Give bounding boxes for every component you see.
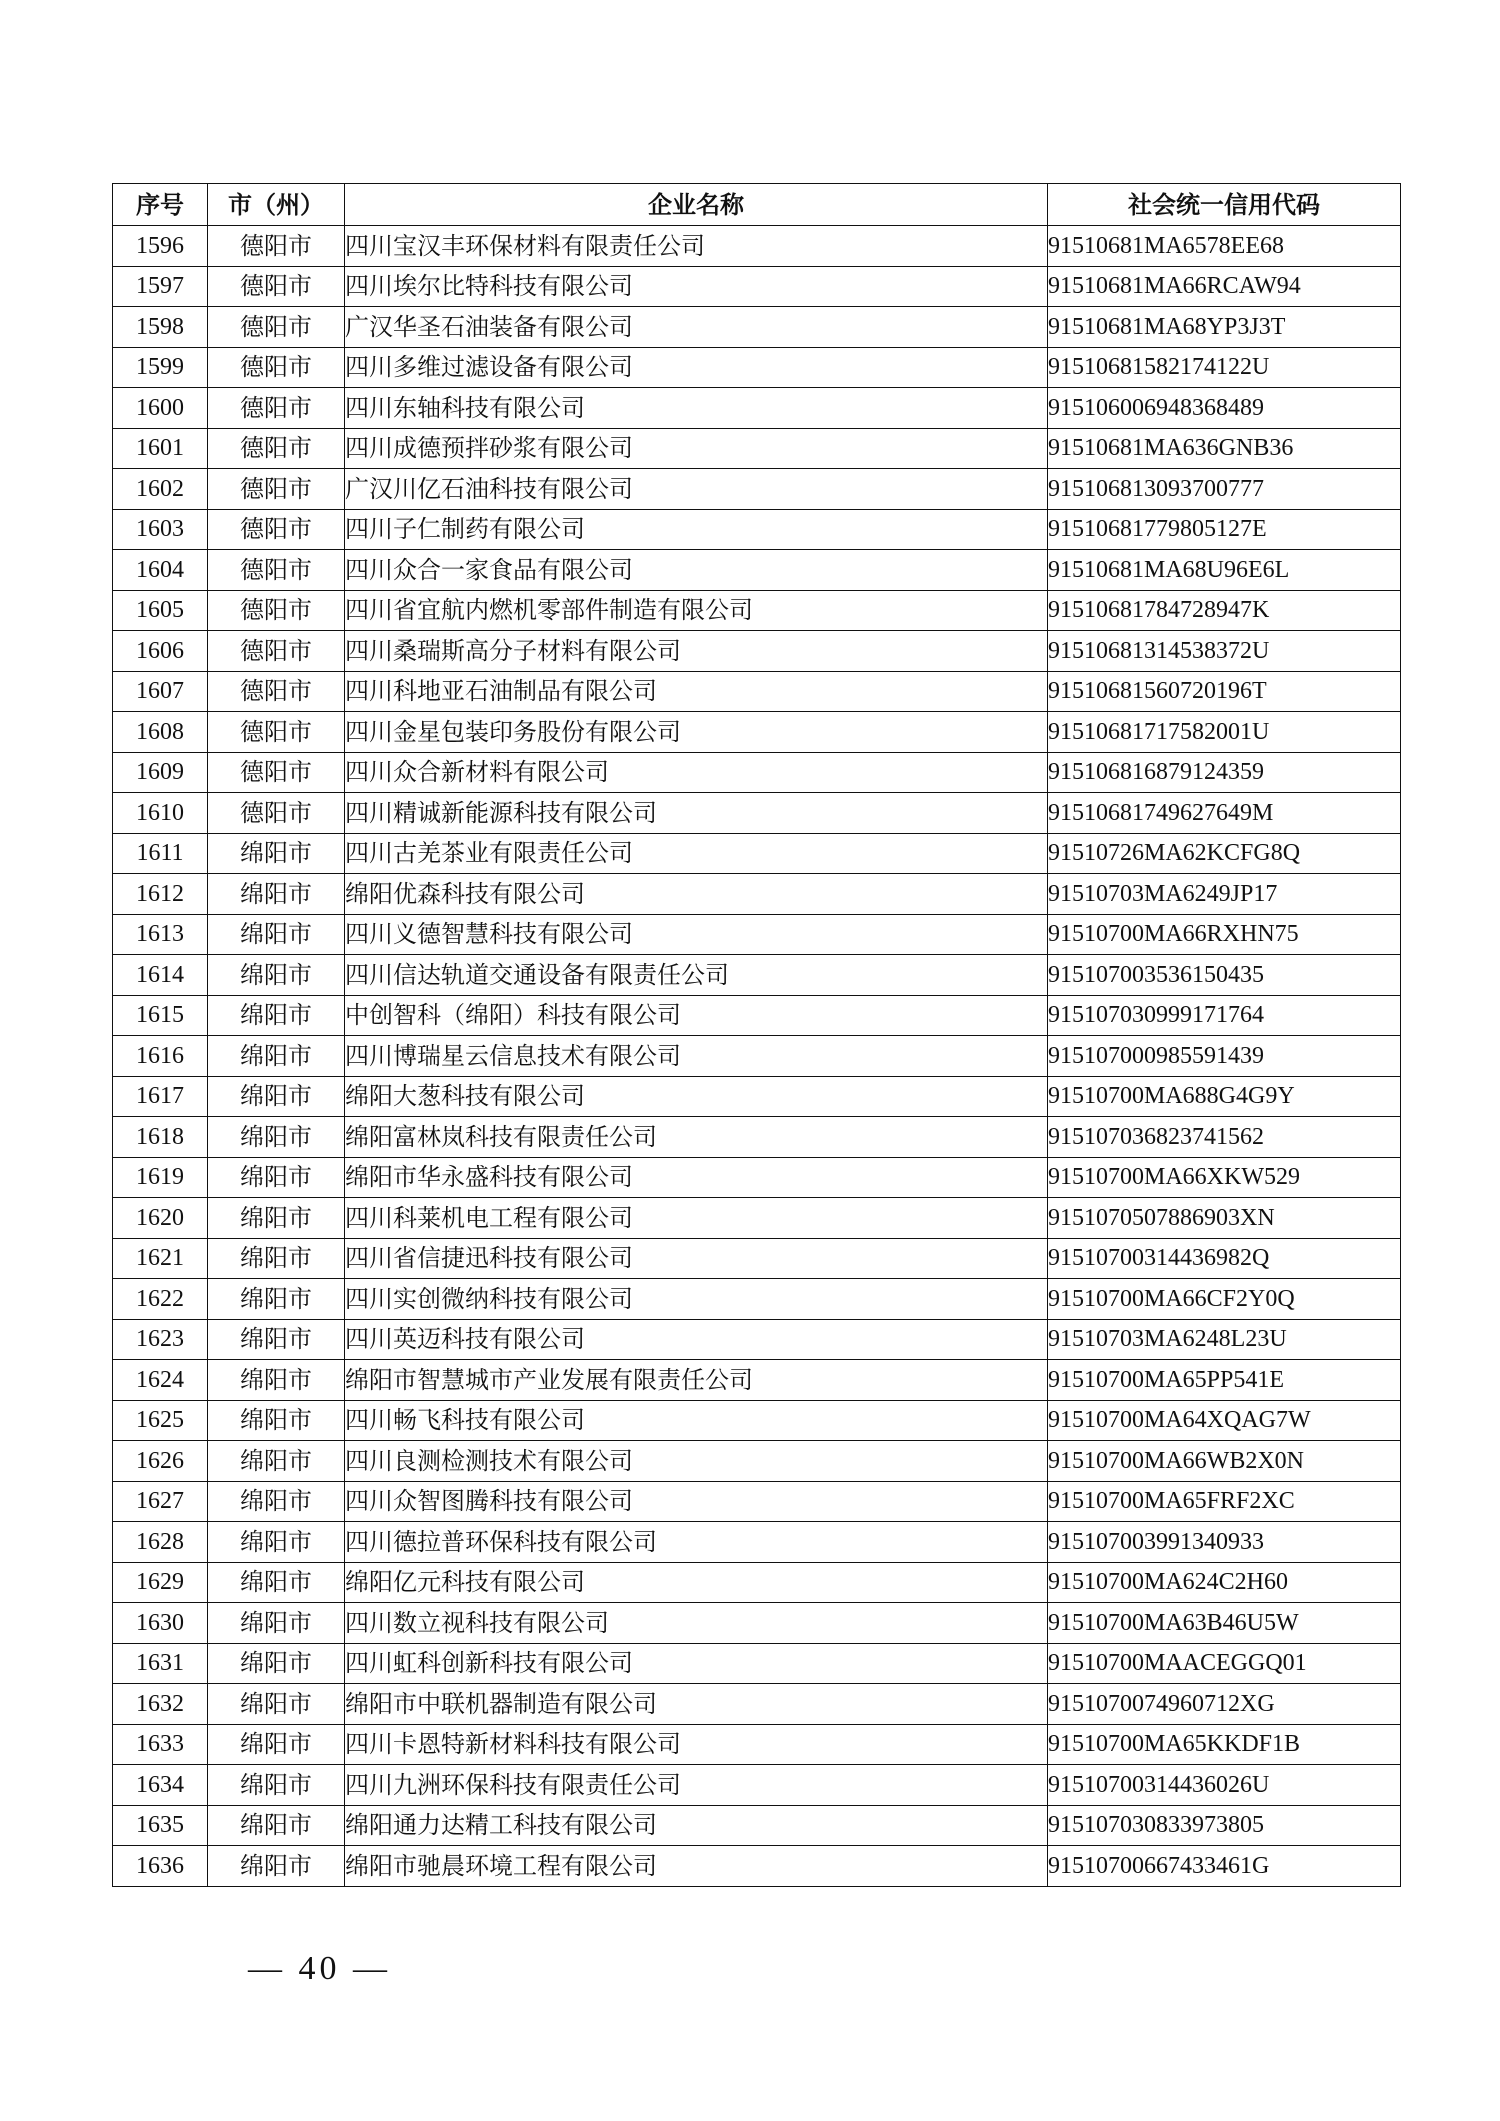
city-cell: 绵阳市 [208,874,345,915]
city-cell: 绵阳市 [208,1157,345,1198]
city-cell: 德阳市 [208,347,345,388]
company-name-cell: 广汉川亿石油科技有限公司 [345,469,1048,510]
city-cell: 德阳市 [208,509,345,550]
seq-cell: 1627 [113,1481,208,1522]
company-name-cell: 四川子仁制药有限公司 [345,509,1048,550]
city-cell: 绵阳市 [208,1765,345,1806]
seq-cell: 1628 [113,1522,208,1563]
credit-code-cell: 91510700MA66RXHN75 [1048,914,1401,955]
table-row [113,955,1401,996]
credit-code-cell: 91510700MA66WB2X0N [1048,1441,1401,1482]
city-cell: 绵阳市 [208,995,345,1036]
table-row [113,1846,1401,1887]
city-cell: 绵阳市 [208,1198,345,1239]
city-cell: 绵阳市 [208,1522,345,1563]
company-name-cell: 四川精诚新能源科技有限公司 [345,793,1048,834]
company-name-cell: 绵阳市驰晨环境工程有限公司 [345,1846,1048,1887]
seq-cell: 1607 [113,671,208,712]
seq-cell: 1619 [113,1157,208,1198]
city-cell: 绵阳市 [208,914,345,955]
credit-code-cell: 91510681MA68U96E6L [1048,550,1401,591]
city-cell: 德阳市 [208,590,345,631]
credit-code-cell: 91510700MA63B46U5W [1048,1603,1401,1644]
city-cell: 绵阳市 [208,1360,345,1401]
table-row [113,833,1401,874]
credit-code-cell: 91510726MA62KCFG8Q [1048,833,1401,874]
credit-code-cell: 91510681749627649M [1048,793,1401,834]
table-row [113,995,1401,1036]
credit-code-cell: 91510700MA65KKDF1B [1048,1724,1401,1765]
seq-cell: 1618 [113,1117,208,1158]
table-row [113,1319,1401,1360]
company-name-cell: 广汉华圣石油装备有限公司 [345,307,1048,348]
table-row [113,1238,1401,1279]
company-name-cell: 四川德拉普环保科技有限公司 [345,1522,1048,1563]
table-row [113,1117,1401,1158]
city-cell: 绵阳市 [208,1805,345,1846]
city-cell: 德阳市 [208,307,345,348]
company-name-cell: 四川东轴科技有限公司 [345,388,1048,429]
company-name-cell: 四川省信捷迅科技有限公司 [345,1238,1048,1279]
table-row [113,590,1401,631]
table-row [113,631,1401,672]
table-row [113,1522,1401,1563]
table-row [113,347,1401,388]
company-name-cell: 四川众合一家食品有限公司 [345,550,1048,591]
city-cell: 绵阳市 [208,1036,345,1077]
credit-code-cell: 915107003991340933 [1048,1522,1401,1563]
table-row [113,1157,1401,1198]
seq-cell: 1631 [113,1643,208,1684]
seq-cell: 1604 [113,550,208,591]
city-cell: 绵阳市 [208,1076,345,1117]
table-row [113,1481,1401,1522]
city-cell: 德阳市 [208,712,345,753]
seq-cell: 1614 [113,955,208,996]
seq-cell: 1606 [113,631,208,672]
credit-code-cell: 9151070074960712XG [1048,1684,1401,1725]
credit-code-cell: 91510681MA636GNB36 [1048,428,1401,469]
seq-cell: 1596 [113,226,208,267]
table-row [113,388,1401,429]
company-name-cell: 四川科地亚石油制品有限公司 [345,671,1048,712]
seq-cell: 1636 [113,1846,208,1887]
table-row [113,1036,1401,1077]
seq-cell: 1623 [113,1319,208,1360]
table-row [113,712,1401,753]
city-cell: 绵阳市 [208,1441,345,1482]
company-name-cell: 绵阳市智慧城市产业发展有限责任公司 [345,1360,1048,1401]
city-cell: 绵阳市 [208,833,345,874]
company-name-cell: 四川众智图腾科技有限公司 [345,1481,1048,1522]
credit-code-cell: 91510703MA6248L23U [1048,1319,1401,1360]
credit-code-cell: 91510681779805127E [1048,509,1401,550]
credit-code-cell: 91510700MA66CF2Y0Q [1048,1279,1401,1320]
credit-code-cell: 915106816879124359 [1048,752,1401,793]
company-name-cell: 四川桑瑞斯高分子材料有限公司 [345,631,1048,672]
credit-code-cell: 915107000985591439 [1048,1036,1401,1077]
company-name-cell: 四川埃尔比特科技有限公司 [345,266,1048,307]
city-cell: 绵阳市 [208,1400,345,1441]
city-cell: 德阳市 [208,631,345,672]
company-name-cell: 四川实创微纳科技有限公司 [345,1279,1048,1320]
company-name-cell: 四川信达轨道交通设备有限责任公司 [345,955,1048,996]
seq-cell: 1616 [113,1036,208,1077]
credit-code-cell: 91510700MA65PP541E [1048,1360,1401,1401]
seq-cell: 1605 [113,590,208,631]
table-row [113,1360,1401,1401]
credit-code-cell: 91510681314538372U [1048,631,1401,672]
city-cell: 德阳市 [208,388,345,429]
credit-code-cell: 91510681MA66RCAW94 [1048,266,1401,307]
seq-cell: 1603 [113,509,208,550]
credit-code-cell: 91510681784728947K [1048,590,1401,631]
city-cell: 绵阳市 [208,1684,345,1725]
company-name-cell: 四川卡恩特新材料科技有限公司 [345,1724,1048,1765]
company-name-cell: 绵阳市中联机器制造有限公司 [345,1684,1048,1725]
city-cell: 绵阳市 [208,1643,345,1684]
seq-cell: 1635 [113,1805,208,1846]
city-cell: 绵阳市 [208,1319,345,1360]
city-cell: 德阳市 [208,752,345,793]
table-row [113,1724,1401,1765]
table-row [113,226,1401,267]
credit-code-cell: 91510700MA64XQAG7W [1048,1400,1401,1441]
table-body [113,226,1401,1887]
company-name-cell: 四川良测检测技术有限公司 [345,1441,1048,1482]
company-name-cell: 中创智科（绵阳）科技有限公司 [345,995,1048,1036]
seq-cell: 1612 [113,874,208,915]
company-name-cell: 四川科莱机电工程有限公司 [345,1198,1048,1239]
company-name-cell: 四川博瑞星云信息技术有限公司 [345,1036,1048,1077]
city-cell: 德阳市 [208,793,345,834]
company-name-cell: 四川成德预拌砂浆有限公司 [345,428,1048,469]
company-name-cell: 四川省宜航内燃机零部件制造有限公司 [345,590,1048,631]
table-row [113,428,1401,469]
company-name-cell: 绵阳市华永盛科技有限公司 [345,1157,1048,1198]
credit-code-cell: 91510700MA66XKW529 [1048,1157,1401,1198]
city-cell: 绵阳市 [208,1603,345,1644]
seq-cell: 1613 [113,914,208,955]
credit-code-cell: 915107030833973805 [1048,1805,1401,1846]
city-cell: 绵阳市 [208,955,345,996]
column-header-city: 市（州） [208,184,345,226]
seq-cell: 1598 [113,307,208,348]
table-row [113,914,1401,955]
table-row [113,793,1401,834]
table-row [113,1279,1401,1320]
credit-code-cell: 91510681560720196T [1048,671,1401,712]
table-row [113,1198,1401,1239]
enterprise-table [112,183,1401,1887]
city-cell: 绵阳市 [208,1117,345,1158]
seq-cell: 1626 [113,1441,208,1482]
table-row [113,1562,1401,1603]
company-name-cell: 四川畅飞科技有限公司 [345,1400,1048,1441]
credit-code-cell: 91510703MA6249JP17 [1048,874,1401,915]
city-cell: 绵阳市 [208,1481,345,1522]
credit-code-cell: 915107030999171764 [1048,995,1401,1036]
credit-code-cell: 915107036823741562 [1048,1117,1401,1158]
table-row [113,1400,1401,1441]
city-cell: 德阳市 [208,266,345,307]
city-cell: 德阳市 [208,469,345,510]
table-row [113,1643,1401,1684]
company-name-cell: 四川金星包装印务股份有限公司 [345,712,1048,753]
credit-code-cell: 91510700MAACEGGQ01 [1048,1643,1401,1684]
company-name-cell: 绵阳大葱科技有限公司 [345,1076,1048,1117]
page-number: — 40 — [248,1950,391,1987]
table-row [113,1765,1401,1806]
company-name-cell: 四川古羌茶业有限责任公司 [345,833,1048,874]
seq-cell: 1611 [113,833,208,874]
city-cell: 德阳市 [208,226,345,267]
table-row [113,1441,1401,1482]
credit-code-cell: 915106006948368489 [1048,388,1401,429]
table-row [113,1076,1401,1117]
table-header-row [113,184,1401,226]
seq-cell: 1630 [113,1603,208,1644]
table-row [113,752,1401,793]
credit-code-cell: 91510700MA65FRF2XC [1048,1481,1401,1522]
seq-cell: 1624 [113,1360,208,1401]
city-cell: 德阳市 [208,428,345,469]
seq-cell: 1601 [113,428,208,469]
company-name-cell: 四川虹科创新科技有限公司 [345,1643,1048,1684]
credit-code-cell: 91510700MA688G4G9Y [1048,1076,1401,1117]
seq-cell: 1629 [113,1562,208,1603]
city-cell: 绵阳市 [208,1562,345,1603]
table-row [113,874,1401,915]
city-cell: 绵阳市 [208,1724,345,1765]
credit-code-cell: 91510700314436026U [1048,1765,1401,1806]
city-cell: 绵阳市 [208,1846,345,1887]
company-name-cell: 四川数立视科技有限公司 [345,1603,1048,1644]
company-name-cell: 四川众合新材料有限公司 [345,752,1048,793]
seq-cell: 1602 [113,469,208,510]
seq-cell: 1633 [113,1724,208,1765]
company-name-cell: 四川多维过滤设备有限公司 [345,347,1048,388]
column-header-credit-code: 社会统一信用代码 [1048,184,1401,226]
credit-code-cell: 9151070507886903XN [1048,1198,1401,1239]
seq-cell: 1617 [113,1076,208,1117]
column-header-seq: 序号 [113,184,208,226]
seq-cell: 1599 [113,347,208,388]
company-name-cell: 绵阳优森科技有限公司 [345,874,1048,915]
city-cell: 德阳市 [208,671,345,712]
city-cell: 德阳市 [208,550,345,591]
credit-code-cell: 91510681MA6578EE68 [1048,226,1401,267]
city-cell: 绵阳市 [208,1279,345,1320]
seq-cell: 1622 [113,1279,208,1320]
seq-cell: 1609 [113,752,208,793]
seq-cell: 1597 [113,266,208,307]
company-name-cell: 绵阳富林岚科技有限责任公司 [345,1117,1048,1158]
company-name-cell: 绵阳亿元科技有限公司 [345,1562,1048,1603]
seq-cell: 1615 [113,995,208,1036]
table-row [113,307,1401,348]
seq-cell: 1625 [113,1400,208,1441]
table-row [113,1805,1401,1846]
credit-code-cell: 91510700667433461G [1048,1846,1401,1887]
credit-code-cell: 915107003536150435 [1048,955,1401,996]
table-row [113,671,1401,712]
table-row [113,509,1401,550]
seq-cell: 1632 [113,1684,208,1725]
company-name-cell: 四川英迈科技有限公司 [345,1319,1048,1360]
table-row [113,266,1401,307]
table-row [113,1684,1401,1725]
seq-cell: 1634 [113,1765,208,1806]
company-name-cell: 绵阳通力达精工科技有限公司 [345,1805,1048,1846]
seq-cell: 1610 [113,793,208,834]
credit-code-cell: 91510700MA624C2H60 [1048,1562,1401,1603]
column-header-company: 企业名称 [345,184,1048,226]
credit-code-cell: 91510681717582001U [1048,712,1401,753]
table-row [113,1603,1401,1644]
credit-code-cell: 91510700314436982Q [1048,1238,1401,1279]
table-row [113,550,1401,591]
credit-code-cell: 91510681MA68YP3J3T [1048,307,1401,348]
seq-cell: 1620 [113,1198,208,1239]
credit-code-cell: 915106813093700777 [1048,469,1401,510]
company-name-cell: 四川宝汉丰环保材料有限责任公司 [345,226,1048,267]
table-row [113,469,1401,510]
company-name-cell: 四川九洲环保科技有限责任公司 [345,1765,1048,1806]
seq-cell: 1621 [113,1238,208,1279]
company-name-cell: 四川义德智慧科技有限公司 [345,914,1048,955]
seq-cell: 1600 [113,388,208,429]
city-cell: 绵阳市 [208,1238,345,1279]
seq-cell: 1608 [113,712,208,753]
credit-code-cell: 91510681582174122U [1048,347,1401,388]
